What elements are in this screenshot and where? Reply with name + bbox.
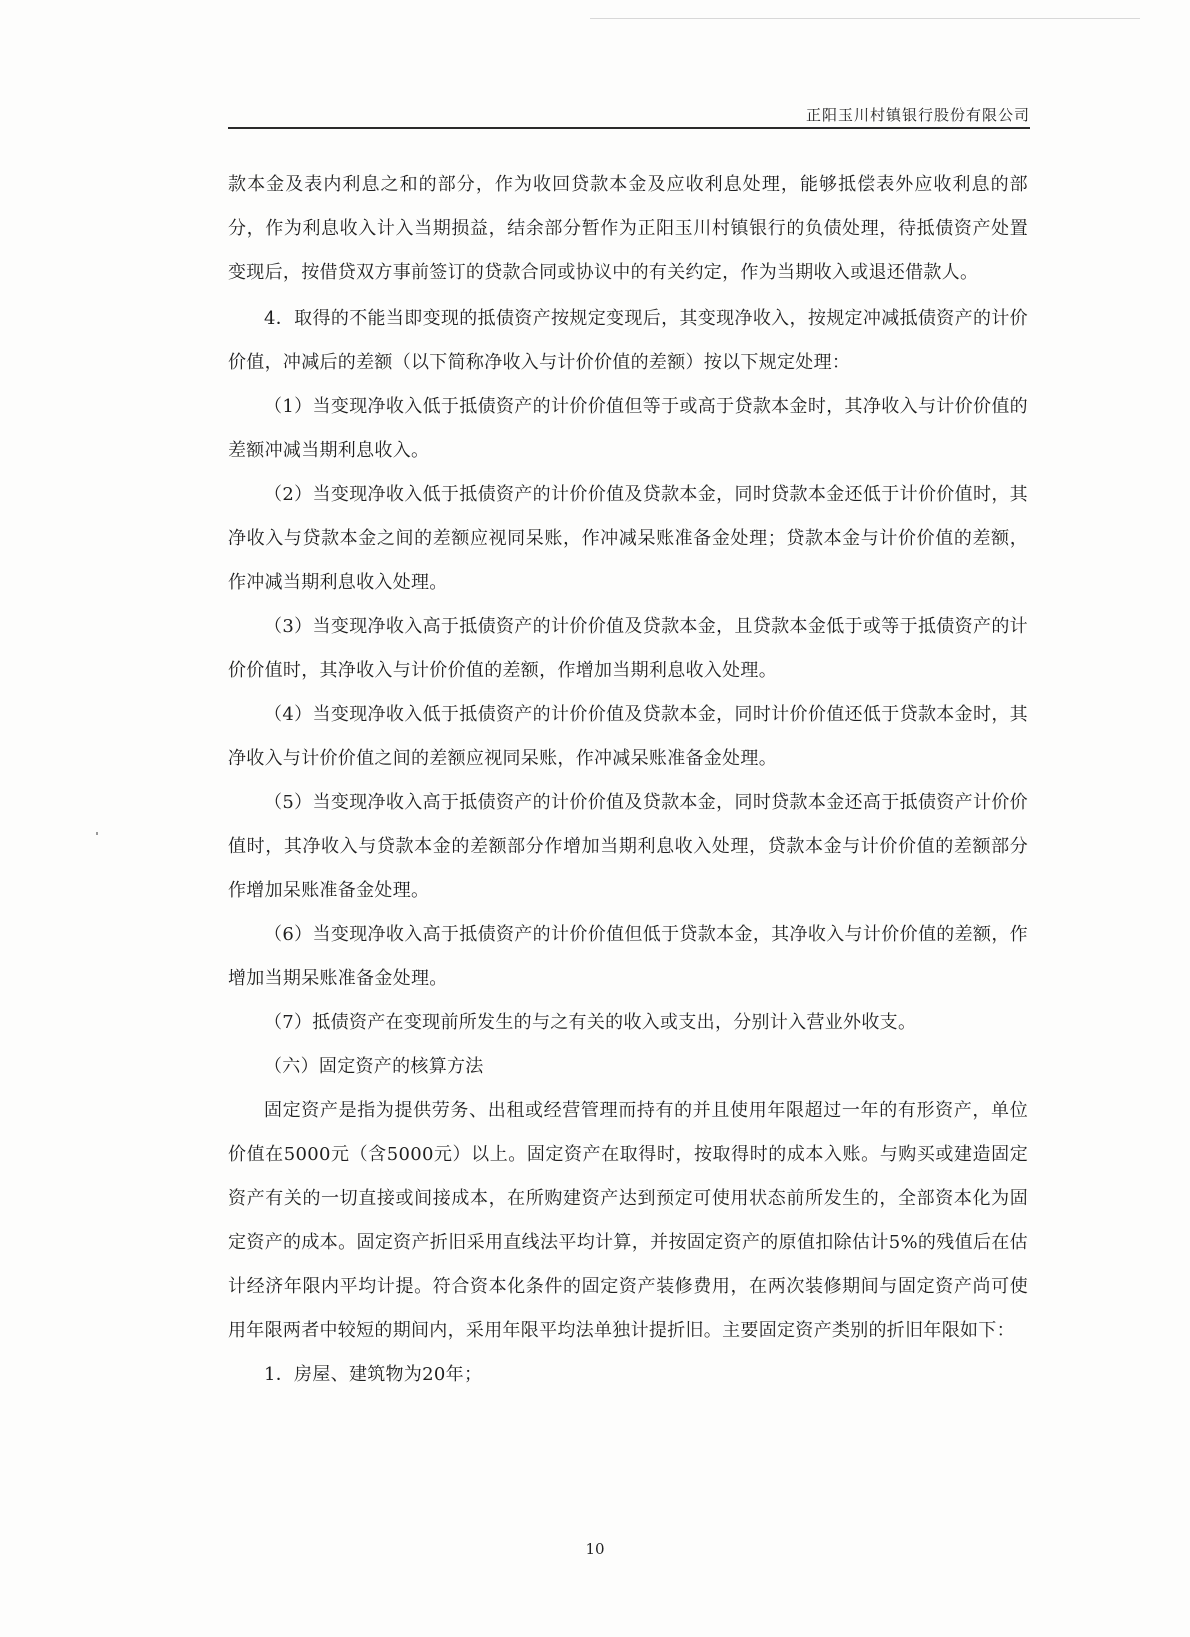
document-body [228,163,1028,1397]
scan-speck [96,832,98,835]
company-name: 正阳玉川村镇银行股份有限公司 [805,106,1030,124]
paragraph-depreciation-item-1: 1．房屋、建筑物为20年； [264,1364,483,1385]
paragraph-subitem-4: （4）当变现净收入低于抵债资产的计价价值及贷款本金，同时计价价值还低于贷款本金时，其净收入与计价价值之间的差额应视同呆账，作冲减呆账准备金处理。 [228,704,1028,769]
paragraph-subitem-3: （3）当变现净收入高于抵债资产的计价价值及贷款本金，且贷款本金低于或等于抵债资产的计价价值时，其净收入与计价价值的差额，作增加当期利息收入处理。 [228,616,1028,681]
paragraph-subitem-5: （5）当变现净收入高于抵债资产的计价价值及贷款本金，同时贷款本金还高于抵债资产计价价值时，其净收入与贷款本金的差额部分作增加当期利息收入处理，贷款本金与计价价值的差额部分作增加呆账准备金处理。 [228,792,1028,901]
paragraph-subitem-1: （1）当变现净收入低于抵债资产的计价价值但等于或高于贷款本金时，其净收入与计价价值的差额冲减当期利息收入。 [228,396,1028,461]
paragraph-subitem-7: （7）抵债资产在变现前所发生的与之有关的收入或支出，分别计入营业外收支。 [264,1012,917,1033]
header-rule [228,127,1030,129]
paragraph-fixed-assets: 固定资产是指为提供劳务、出租或经营管理而持有的并且使用年限超过一年的有形资产，单位价值在5000元（含5000元）以上。固定资产在取得时，按取得时的成本入账。与购买或建造固定资产有关的一切直接或间接成本，在所购建资产达到预定可使用状态前所发生的，全部资本化为固定资产的成本。固定资产折旧采用直线法平均计算，并按固定资产的原值扣除估计5%的残值后在估计经济年限内平均计提。符合资本化条件的固定资产装修费用，在两次装修期间与固定资产尚可使用年限两者中较短的期间内，采用年限平均法单独计提折旧。主要固定资产类别的折旧年限如下： [228,1100,1028,1341]
page-number: 10 [585,1540,605,1558]
paragraph-subitem-2: （2）当变现净收入低于抵债资产的计价价值及贷款本金，同时贷款本金还低于计价价值时，其净收入与贷款本金之间的差额应视同呆账，作冲减呆账准备金处理；贷款本金与计价价值的差额，作冲减当期利息收入处理。 [228,484,1028,593]
page-header [228,98,1030,128]
paragraph-continuation: 款本金及表内利息之和的部分，作为收回贷款本金及应收利息处理，能够抵偿表外应收利息的部分，作为利息收入计入当期损益，结余部分暂作为正阳玉川村镇银行的负债处理，待抵债资产处置变现后，按借贷双方事前签订的贷款合同或协议中的有关约定，作为当期收入或退还借款人。 [228,174,1028,283]
paragraph-item-4: 4．取得的不能当即变现的抵债资产按规定变现后，其变现净收入，按规定冲减抵债资产的计价价值，冲减后的差额（以下简称净收入与计价价值的差额）按以下规定处理： [228,308,1028,373]
section-heading-fixed-assets: （六）固定资产的核算方法 [264,1056,484,1077]
scan-edge-line [590,18,1140,19]
paragraph-subitem-6: （6）当变现净收入高于抵债资产的计价价值但低于贷款本金，其净收入与计价价值的差额，作增加当期呆账准备金处理。 [228,924,1028,989]
